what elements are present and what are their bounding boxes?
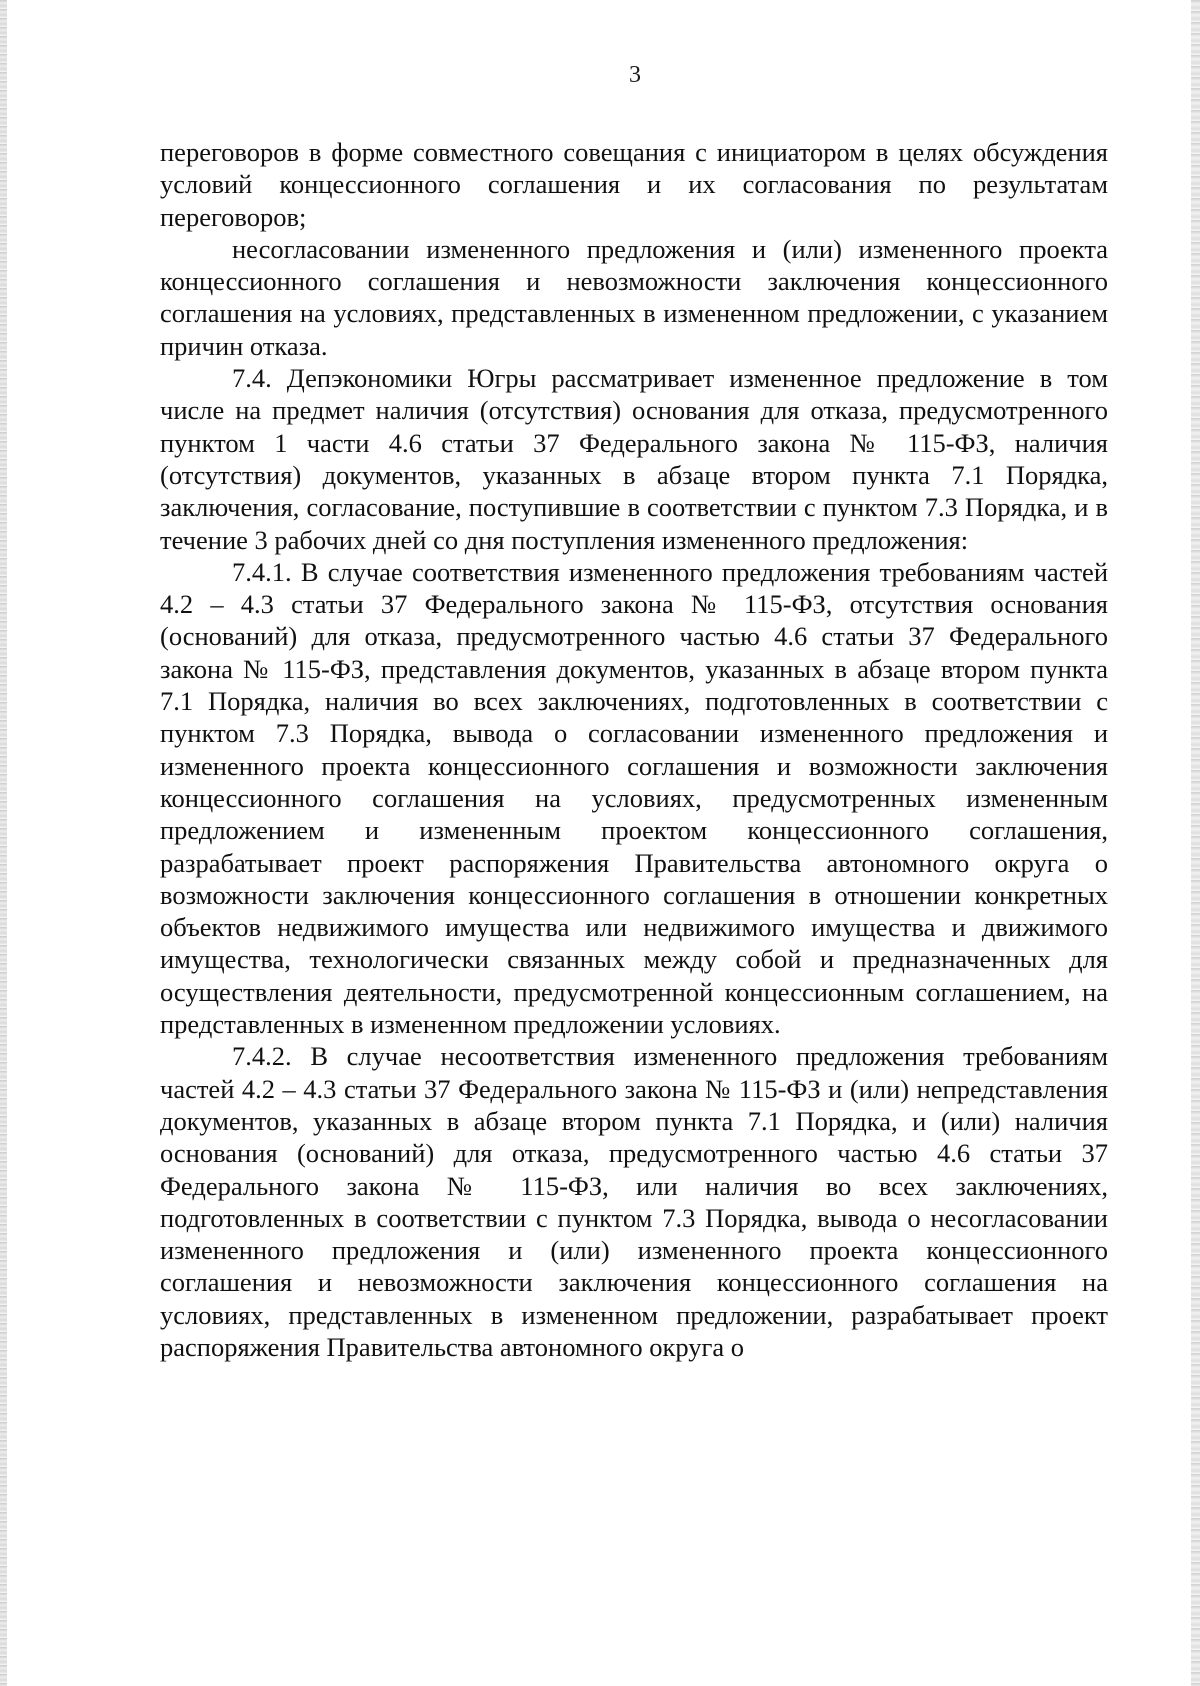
paragraph-7-4-1: 7.4.1. В случае соответствия измененного предложения требованиям частей 4.2 – 4.3 статьи 37 Федерального закона № 115-ФЗ, отсутствия основания (оснований) для отказа, предусмотренного частью 4.6 статьи 37 Федерального закона № 115-ФЗ, представления документов, указанных в абзаце втором пункта 7.1 Порядка, наличия во всех заключениях, подготовленных в соответствии с пунктом 7.3 Порядка, вывода о согласовании измененного предложения и измененного проекта концессионного соглашения и возможности заключения концессионного соглашения на условиях, предусмотренных измененным предложением и измененным проектом концессионного соглашения, разрабатывает проект распоряжения Правительства автономного округа о возможности заключения концессионного соглашения в отношении конкретных объектов недвижимого имущества или недвижимого имущества и движимого имущества, технологически связанных между собой и предназначенных для осуществления деятельности, предусмотренной концессионным соглашением, на представленных в измененном предложении условиях. [160, 556, 1108, 1040]
document-body [160, 136, 1108, 1363]
paragraph-7-4-2: 7.4.2. В случае несоответствия измененного предложения требованиям частей 4.2 – 4.3 статьи 37 Федерального закона № 115-ФЗ и (или) непредставления документов, указанных в абзаце втором пункта 7.1 Порядка, и (или) наличия основания (оснований) для отказа, предусмотренного частью 4.6 статьи 37 Федерального закона № 115-ФЗ, или наличия во всех заключениях, подготовленных в соответствии с пунктом 7.3 Порядка, вывода о несогласовании измененного предложения и (или) измененного проекта концессионного соглашения и невозможности заключения концессионного соглашения на условиях, представленных в измененном предложении, разрабатывает проект распоряжения Правительства автономного округа о [160, 1041, 1108, 1362]
scan-edge-right [1191, 0, 1200, 1686]
paragraph-negotiations-continuation: переговоров в форме совместного совещания с инициатором в целях обсуждения условий концессионного соглашения и их согласования по результатам переговоров; [160, 137, 1108, 232]
page-number: 3 [629, 62, 641, 88]
paragraph-non-approval: несогласовании измененного предложения и (или) измененного проекта концессионного соглашения и невозможности заключения концессионного соглашения на условиях, представленных в измененном предложении, с указанием причин отказа. [160, 233, 1108, 361]
paragraph-7-4: 7.4. Депэкономики Югры рассматривает измененное предложение в том числе на предмет наличия (отсутствия) основания для отказа, предусмотренного пунктом 1 части 4.6 статьи 37 Федерального закона № 115-ФЗ, наличия (отсутствия) документов, указанных в абзаце втором пункта 7.1 Порядка, заключения, согласование, поступившие в соответствии с пунктом 7.3 Порядка, и в течение 3 рабочих дней со дня поступления измененного предложения: [160, 363, 1108, 555]
scan-edge-left [0, 0, 7, 1686]
